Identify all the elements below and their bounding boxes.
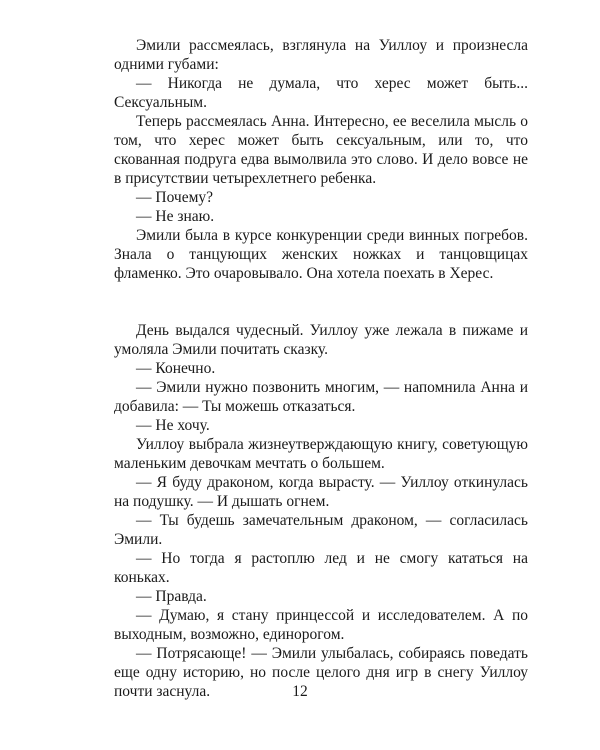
page-number: 12 bbox=[292, 683, 308, 700]
paragraph: — Почему? bbox=[136, 189, 214, 206]
page-text bbox=[114, 36, 528, 701]
paragraph: — Я буду драконом, когда вырасту. — Уиллоу откинулась на подушку. — И дышать огнем. bbox=[114, 474, 528, 510]
paragraph: Уиллоу выбрала жизнеутверждающую книгу, советующую маленьким девочкам мечтать о большем. bbox=[114, 436, 528, 472]
paragraph: Эмили рассмеялась, взглянула на Уиллоу и произнесла одними губами: bbox=[114, 37, 528, 73]
paragraph: — Конечно. bbox=[136, 360, 216, 377]
paragraph: — Потрясающе! — Эмили улыбалась, собираясь поведать еще одну историю, но после целого дня игр в снегу Уиллоу почти заснула. bbox=[114, 645, 528, 700]
paragraph: Теперь рассмеялась Анна. Интересно, ее веселила мысль о том, что херес может быть сексуальным, или то, что скованная подруга едва вымолвила это слово. И дело вовсе не в присутствии четырехлетнего ребенка. bbox=[114, 113, 528, 187]
section-break bbox=[114, 283, 528, 321]
paragraph: — Думаю, я стану принцессой и исследователем. А по выходным, возможно, единорогом. bbox=[114, 607, 528, 643]
paragraph: День выдался чудесный. Уиллоу уже лежала в пижаме и умоляла Эмили почитать сказку. bbox=[114, 322, 528, 358]
paragraph: Эмили была в курсе конкуренции среди винных погребов. Знала о танцующих женских ножках и танцовщицах фламенко. Это очаровывало. Она хотела поехать в Херес. bbox=[114, 227, 528, 282]
paragraph: — Не хочу. bbox=[136, 417, 210, 434]
paragraph: — Правда. bbox=[136, 588, 207, 605]
paragraph: — Не знаю. bbox=[136, 208, 215, 225]
paragraph: — Ты будешь замечательным драконом, — согласилась Эмили. bbox=[114, 512, 528, 548]
paragraph: — Никогда не думала, что херес может быть... Сексуальным. bbox=[114, 75, 528, 111]
paragraph: — Эмили нужно позвонить многим, — напомнила Анна и добавила: — Ты можешь отказаться. bbox=[114, 379, 528, 415]
paragraph: — Но тогда я растоплю лед и не смогу кататься на коньках. bbox=[114, 550, 528, 586]
